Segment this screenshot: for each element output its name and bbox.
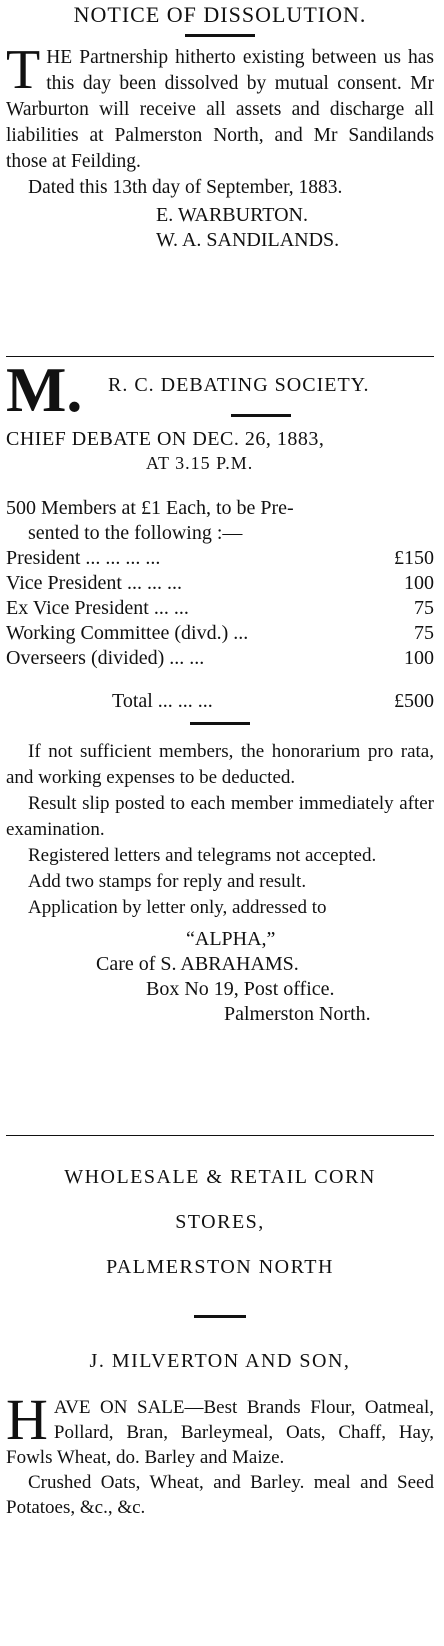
stores-body [6,1387,434,1470]
total-row [6,689,434,714]
prize-row [6,646,434,671]
dissolution-body [6,39,434,175]
dissolution-heading: NOTICE OF DISSOLUTION. [73,2,367,27]
total-label: Total ... ... ... [112,690,213,712]
debating-society-ad [6,354,434,1027]
prize-label: Overseers (divided) ... ... [6,647,205,669]
signer-sandilands: W. A. SANDILANDS. [156,229,340,251]
dissolution-dated: Dated this 13th day of September, 1883. [28,177,343,198]
total-amount: £500 [394,690,434,712]
prize-amount: 100 [404,647,434,669]
address-care-of: Care of S. ABRAHAMS. [96,953,299,975]
signer-warburton: E. WARBURTON. [156,204,308,226]
intro-line-1: 500 Members at £1 Each, to be Pre- [6,497,294,519]
debating-notes [6,739,434,921]
dissolution-notice [6,2,434,253]
short-rule [231,414,291,417]
debating-header [6,354,434,426]
prize-row [6,571,434,596]
prize-amount: 75 [414,597,434,619]
address-town: Palmerston North. [224,1003,371,1025]
firm-name: J. MILVERTON AND SON, [89,1350,351,1372]
stores-heading-1: WHOLESALE & RETAIL CORN [64,1166,376,1188]
debating-heading: R. C. DEBATING SOCIETY. [108,374,370,396]
prize-label: Vice President ... ... ... [6,572,182,594]
prize-amount: £150 [394,547,434,569]
intro-line-2: sented to the following :— [28,522,243,544]
prize-row [6,621,434,646]
prize-row [6,546,434,571]
note-honorarium: If not sufficient members, the honorarium pro rata, and working expenses to be deducted. [6,741,434,788]
corn-stores-ad [6,1166,434,1520]
stores-text: AVE ON SALE—Best Brands Flour, Oatmeal, Pollard, Bran, Barleymeal, Oats, Chaff, Hay, Fowls Wheat, do. Barley and Maize. [6,1397,434,1468]
prize-amount: 75 [414,622,434,644]
note-result-slip: Result slip posted to each member immediately after examination. [6,793,434,840]
note-registered: Registered letters and telegrams not accepted. [28,845,377,866]
chief-debate: CHIEF DEBATE ON DEC. 26, 1883, [6,428,325,450]
prize-label: Working Committee (divd.) ... [6,622,249,644]
stores-heading-3: PALMERSTON NORTH [106,1256,334,1278]
note-stamps: Add two stamps for reply and result. [28,871,307,892]
stores-text-2: Crushed Oats, Wheat, and Barley. meal and Seed Potatoes, &c., &c. [6,1472,434,1518]
short-rule [185,34,255,37]
short-rule [190,722,250,725]
prize-amount: 100 [404,572,434,594]
dissolution-text: HE Partnership hitherto existing between us has this day been dissolved by mutual consent. Mr Warburton will receive all assets and discharge all liabilities at Palmerston North, and Mr Sandilands those at Feilding. [6,47,434,172]
short-rule [194,1315,246,1318]
prize-list [6,546,434,714]
drop-cap-m: M. [6,354,83,425]
note-application: Application by letter only, addressed to [28,897,327,918]
address-box: Box No 19, Post office. [146,978,335,1000]
column-divider [6,1135,434,1136]
prize-label: President ... ... ... ... [6,547,161,569]
drop-cap: H [6,1387,48,1452]
stores-heading-2: STORES, [175,1211,265,1233]
address-alpha: “ALPHA,” [186,928,276,950]
prize-label: Ex Vice President ... ... [6,597,189,619]
prize-row [6,596,434,621]
members-intro [6,496,434,546]
drop-cap: T [6,39,41,101]
debate-time: AT 3.15 P.M. [146,453,254,473]
